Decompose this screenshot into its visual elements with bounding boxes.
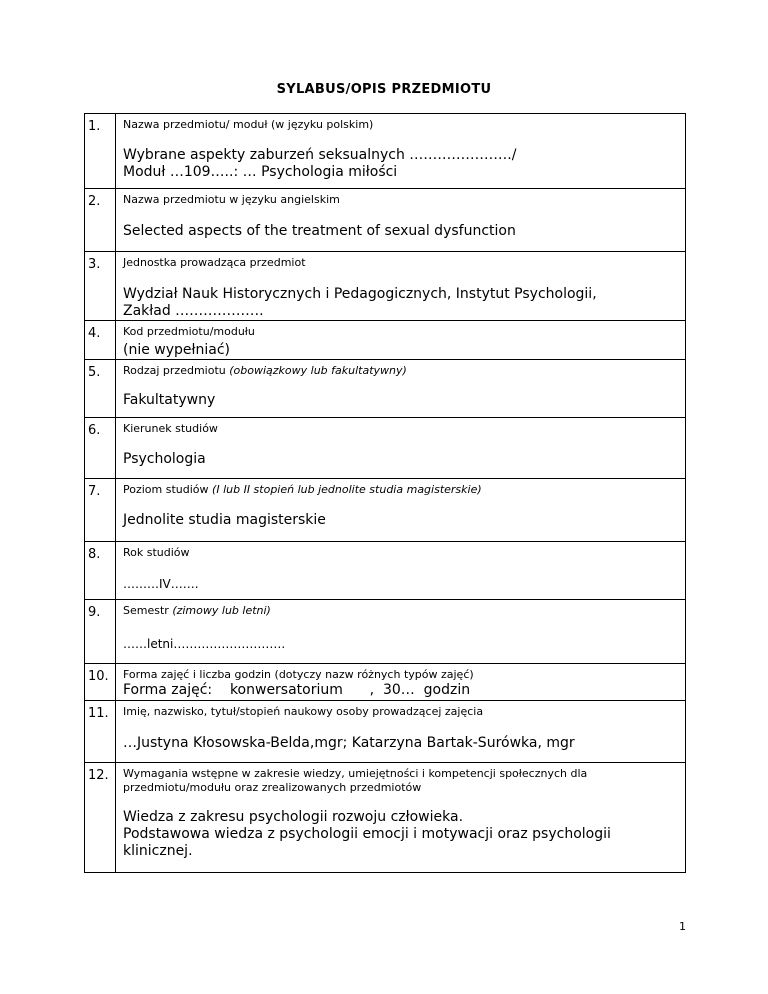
- table-row: [85, 321, 686, 360]
- row-number: 1.: [85, 114, 116, 189]
- value-line: Podstawowa wiedza z psychologii emocji i motywacji oraz psychologii: [123, 826, 611, 842]
- field-label: Nazwa przedmiotu w języku angielskim: [123, 193, 340, 206]
- label-hint: (I lub II stopień lub jednolite studia magisterskie): [212, 483, 482, 496]
- field-label: Forma zajęć i liczba godzin (dotyczy nazw różnych typów zajęć): [123, 668, 474, 681]
- field-label: Nazwa przedmiotu/ moduł (w języku polskim): [123, 118, 374, 131]
- table-row: [85, 479, 686, 542]
- row-content: [116, 479, 686, 542]
- row-content: [116, 418, 686, 479]
- table-row: [85, 114, 686, 189]
- field-label: Jednostka prowadząca przedmiot: [123, 256, 306, 269]
- row-content: [116, 701, 686, 763]
- field-label: Kierunek studiów: [123, 422, 218, 435]
- row-content: [116, 321, 686, 360]
- row-number: 4.: [85, 321, 116, 360]
- field-value: [123, 147, 685, 181]
- table-row: [85, 252, 686, 321]
- field-value: …Justyna Kłosowska-Belda,mgr; Katarzyna Bartak-Surówka, mgr: [123, 735, 575, 751]
- label-hint: (obowiązkowy lub fakultatywny): [229, 364, 407, 377]
- value-line: Moduł …109…..: … Psychologia miłości: [123, 164, 398, 180]
- field-value: Psychologia: [123, 451, 206, 467]
- field-label: Imię, nazwisko, tytuł/stopień naukowy osoby prowadzącej zajęcia: [123, 705, 484, 718]
- field-label: Rok studiów: [123, 546, 190, 559]
- row-number: 7.: [85, 479, 116, 542]
- table-row: [85, 189, 686, 252]
- value-line: Wybrane aspekty zaburzeń seksualnych …………………./: [123, 147, 517, 163]
- label-hint: (zimowy lub letni): [172, 604, 271, 617]
- row-number: 6.: [85, 418, 116, 479]
- row-number: 11.: [85, 701, 116, 763]
- value-line: Wydział Nauk Historycznych i Pedagogicznych, Instytut Psychologii,: [123, 286, 597, 302]
- field-label: [123, 483, 685, 497]
- table-row: [85, 542, 686, 600]
- row-content: [116, 600, 686, 664]
- value-line: klinicznej.: [123, 843, 193, 859]
- row-number: 9.: [85, 600, 116, 664]
- syllabus-table: [84, 113, 686, 873]
- row-number: 5.: [85, 360, 116, 418]
- label-line: przedmiotu/modułu oraz zrealizowanych przedmiotów: [123, 781, 422, 794]
- field-label: Kod przedmiotu/modułu: [123, 325, 255, 338]
- table-row: [85, 701, 686, 763]
- row-number: 12.: [85, 763, 116, 873]
- value-line: Wiedza z zakresu psychologii rozwoju człowieka.: [123, 809, 464, 825]
- field-value: Selected aspects of the treatment of sexual dysfunction: [123, 223, 516, 239]
- row-content: [116, 252, 686, 321]
- label-text: Semestr: [123, 604, 169, 617]
- row-content: [116, 542, 686, 600]
- table-row: [85, 360, 686, 418]
- label-text: Poziom studiów: [123, 483, 209, 496]
- page-number: 1: [679, 920, 686, 933]
- table-row: [85, 664, 686, 701]
- row-number: 8.: [85, 542, 116, 600]
- table-row: [85, 600, 686, 664]
- field-value: Jednolite studia magisterskie: [123, 512, 326, 528]
- label-line: Wymagania wstępne w zakresie wiedzy, umiejętności i kompetencji społecznych dla: [123, 767, 588, 780]
- field-value: (nie wypełniać): [123, 342, 231, 358]
- row-content: [116, 763, 686, 873]
- field-value: [123, 809, 685, 860]
- row-content: [116, 189, 686, 252]
- field-value: [123, 286, 685, 320]
- row-number: 3.: [85, 252, 116, 321]
- row-content: [116, 360, 686, 418]
- table-row: [85, 763, 686, 873]
- row-content: [116, 114, 686, 189]
- row-number: 2.: [85, 189, 116, 252]
- label-text: Rodzaj przedmiotu: [123, 364, 226, 377]
- row-content: [116, 664, 686, 701]
- field-label: [123, 767, 685, 795]
- field-label: [123, 364, 685, 378]
- field-label: [123, 604, 685, 618]
- table-row: [85, 418, 686, 479]
- page-title: SYLABUS/OPIS PRZEDMIOTU: [276, 82, 492, 97]
- row-number: 10.: [85, 664, 116, 701]
- field-value: ………IV…….: [123, 577, 199, 591]
- value-line: Zakład ……………….: [123, 303, 264, 319]
- field-value: ……letni……………………….: [123, 637, 286, 651]
- field-value: Fakultatywny: [123, 392, 216, 408]
- field-value: Forma zajęć: konwersatorium , 30… godzin: [123, 682, 471, 698]
